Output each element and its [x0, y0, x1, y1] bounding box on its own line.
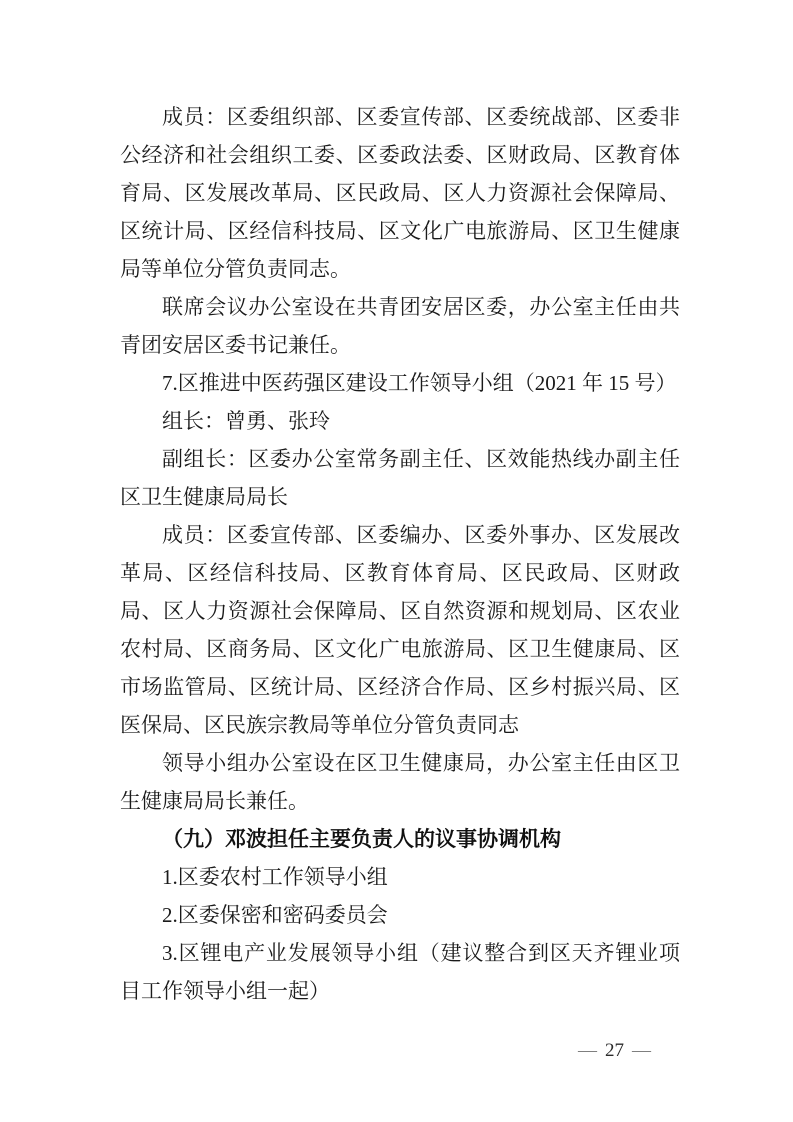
paragraph: 领导小组办公室设在区卫生健康局，办公室主任由区卫生健康局局长兼任。 — [120, 751, 680, 813]
page-number: 27 — [605, 1040, 624, 1061]
paragraph: 联席会议办公室设在共青团安居区委，办公室主任由共青团安居区委书记兼任。 — [120, 295, 680, 357]
paragraph: 2.区委保密和密码委员会 — [162, 903, 388, 927]
document-body — [120, 98, 680, 1010]
paragraph: 成员：区委组织部、区委宣传部、区委统战部、区委非公经济和社会组织工委、区委政法委、区财政局、区教育体育局、区发展改革局、区民政局、区人力资源社会保障局、区统计局、区经信科技局、区文化广电旅游局、区卫生健康局等单位分管负责同志。 — [120, 105, 680, 281]
footer-dash-left: — — [578, 1040, 597, 1061]
paragraph: 成员：区委宣传部、区委编办、区委外事办、区发展改革局、区经信科技局、区教育体育局、区民政局、区财政局、区人力资源社会保障局、区自然资源和规划局、区农业农村局、区商务局、区文化广电旅游局、区卫生健康局、区市场监管局、区统计局、区经济合作局、区乡村振兴局、区医保局、区民族宗教局等单位分管负责同志 — [120, 523, 680, 737]
paragraph: 1.区委农村工作领导小组 — [162, 865, 388, 889]
section-heading: （九）邓波担任主要负责人的议事协调机构 — [162, 827, 561, 851]
paragraph: 3.区锂电产业发展领导小组（建议整合到区天齐锂业项目工作领导小组一起） — [120, 941, 680, 1003]
paragraph: 7.区推进中医药强区建设工作领导小组（2021 年 15 号） — [162, 371, 677, 395]
paragraph: 副组长：区委办公室常务副主任、区效能热线办副主任区卫生健康局局长 — [120, 447, 680, 509]
footer-dash-right: — — [632, 1040, 651, 1061]
paragraph: 组长：曾勇、张玲 — [162, 409, 330, 433]
page-footer — [578, 1039, 651, 1063]
